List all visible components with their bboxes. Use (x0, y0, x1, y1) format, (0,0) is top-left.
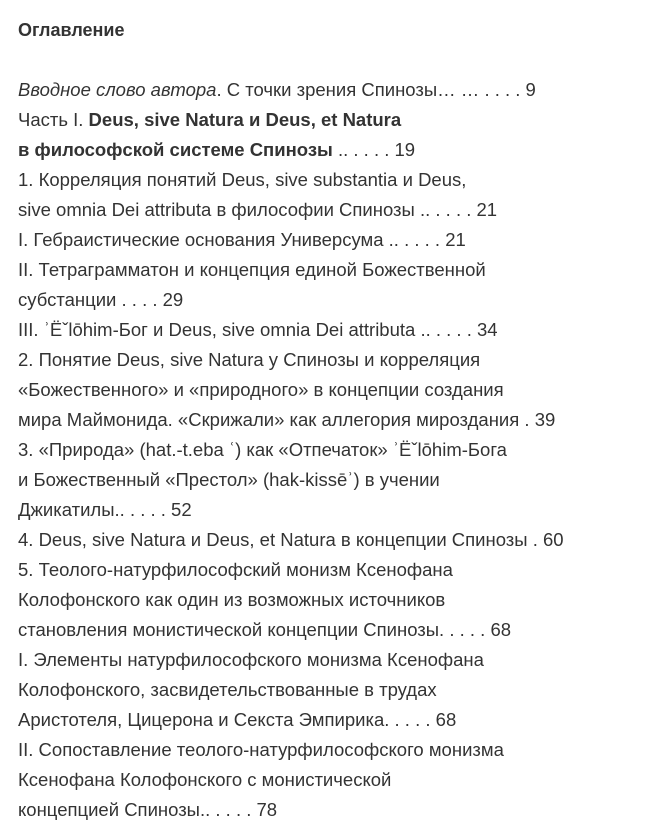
toc-bold-text: в философской системе Спинозы (18, 139, 333, 160)
toc-bold-text: Deus, sive Natura и Deus, et Natura (88, 109, 402, 130)
toc-line: Колофонского, засвидетельствованные в трудах (18, 679, 437, 700)
toc-heading: Оглавление (18, 20, 125, 40)
toc-prefix: Часть I. (18, 109, 89, 130)
toc-text: . С точки зрения Спинозы… … . . . . 9 (216, 79, 536, 100)
toc-line: и Божественный «Престол» (hak-kissēʾ) в учении (18, 469, 440, 490)
toc-line: 5. Теолого-натурфилософский монизм Ксенофана (18, 559, 453, 580)
toc-line: 2. Понятие Deus, sive Natura у Спинозы и корреляция (18, 349, 481, 370)
toc-list (18, 75, 564, 825)
toc-line: Колофонского как один из возможных источников (18, 589, 446, 610)
toc-line (18, 135, 564, 165)
toc-line: мира Маймонида. «Скрижали» как аллегория мироздания . 39 (18, 409, 556, 430)
toc-line: концепцией Спинозы.. . . . . 78 (18, 799, 278, 820)
toc-line: 4. Deus, sive Natura и Deus, et Natura в концепции Спинозы . 60 (18, 529, 564, 550)
toc-line: становления монистической концепции Спинозы. . . . . 68 (18, 619, 512, 640)
toc-line: II. Сопоставление теолого-натурфилософского монизма (18, 739, 504, 760)
toc-line: sive omnia Dei attributa в философии Спинозы .. . . . . 21 (18, 199, 498, 220)
toc-line: «Божественного» и «природного» в концепции создания (18, 379, 504, 400)
toc-text: .. . . . . 19 (332, 139, 416, 160)
toc-line (18, 75, 564, 105)
toc-line: II. Тетраграмматон и концепция единой Божественной (18, 259, 486, 280)
toc-line: субстанции . . . . 29 (18, 289, 184, 310)
toc-line: I. Элементы натурфилософского монизма Ксенофана (18, 649, 484, 670)
toc-line: Аристотеля, Цицерона и Секста Эмпирика. . . . . 68 (18, 709, 457, 730)
toc-line: Джикатилы.. . . . . 52 (18, 499, 192, 520)
toc-line: III. ʾЁˇlōhim-Бог и Deus, sive omnia Dei attributa .. . . . . 34 (18, 319, 498, 340)
toc-line: I. Гебраистические основания Универсума .. . . . . 21 (18, 229, 466, 250)
toc-line: 3. «Природа» (hat.-t.eba ʿ) как «Отпечаток» ʾЁˇlōhim-Бога (18, 439, 507, 460)
toc-italic-text: Вводное слово автора (18, 79, 217, 100)
toc-line: 1. Корреляция понятий Deus, sive substantia и Deus, (18, 169, 467, 190)
toc-line (18, 105, 564, 135)
toc-line: Ксенофана Колофонского с монистической (18, 769, 392, 790)
